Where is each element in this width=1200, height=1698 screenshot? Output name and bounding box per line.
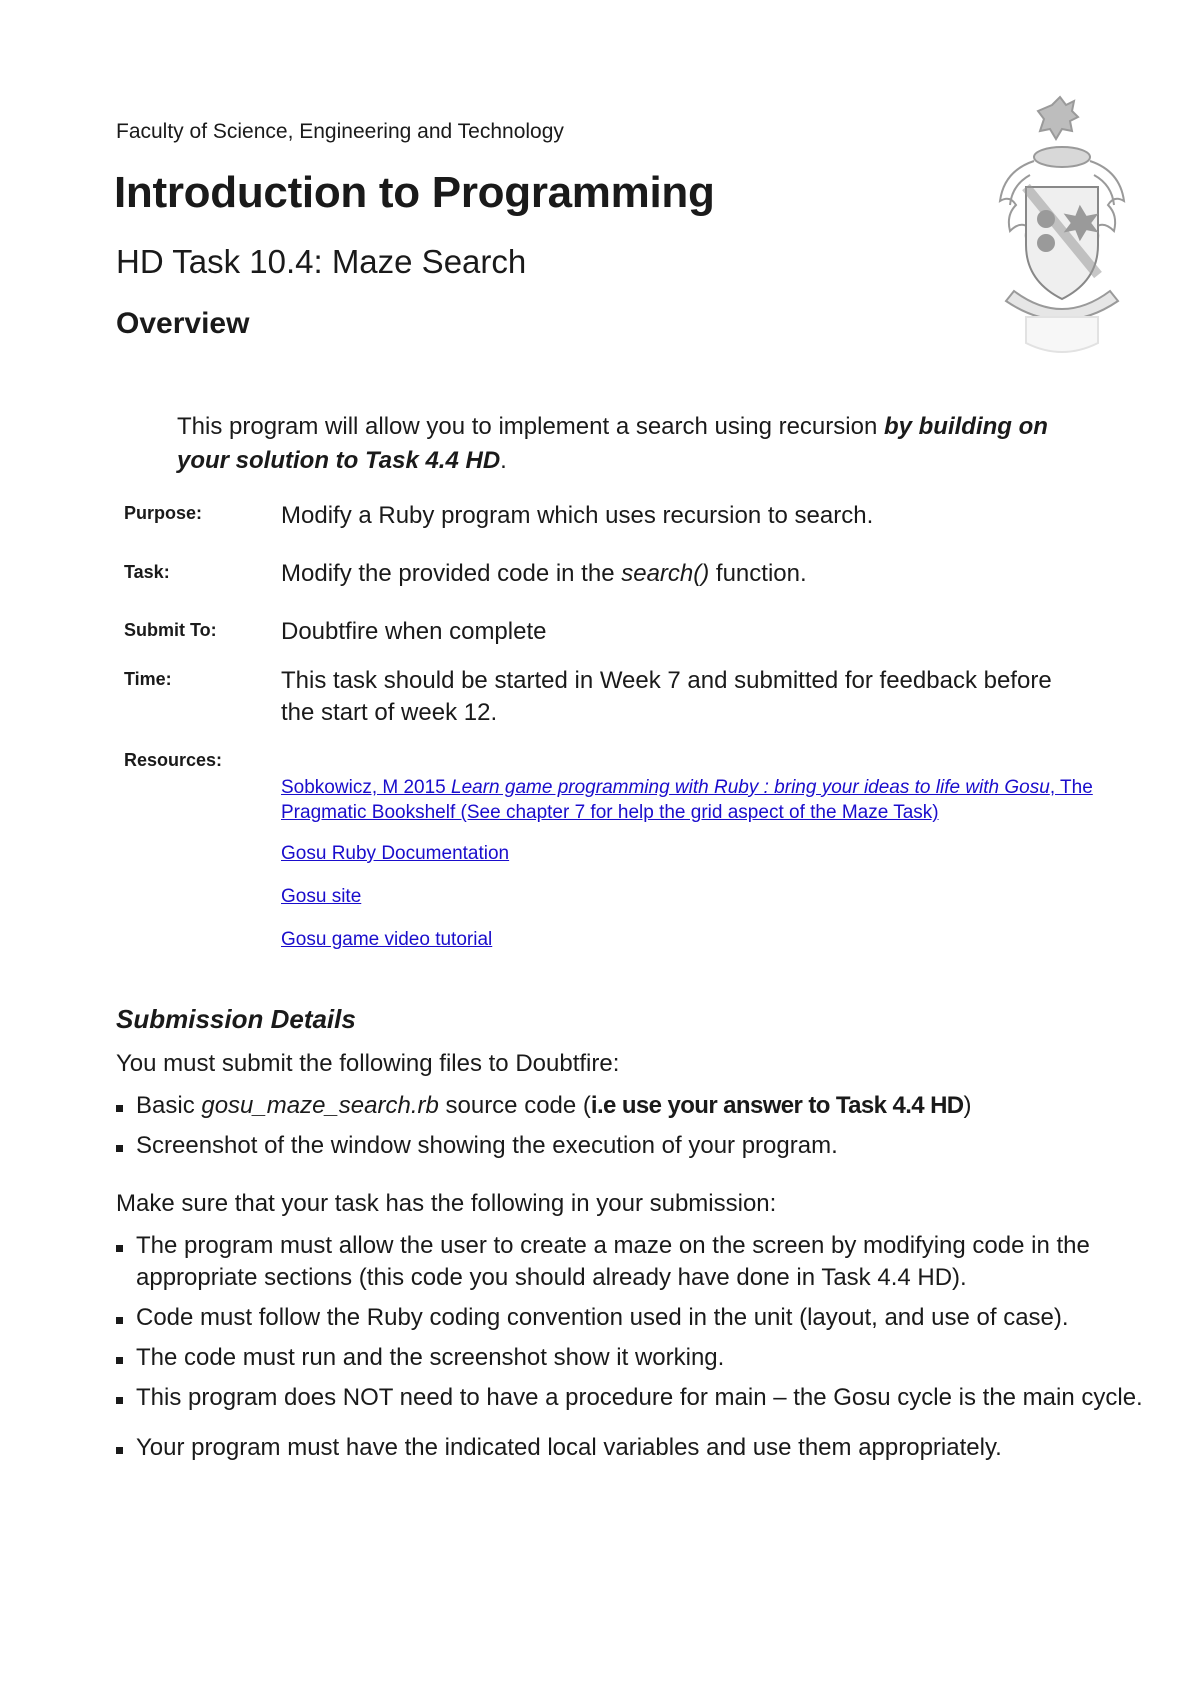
bullet-icon	[116, 1447, 123, 1454]
bullet-icon	[116, 1357, 123, 1364]
checklist	[116, 1230, 1191, 1464]
document-title: Introduction to Programming	[114, 168, 715, 217]
overview-heading: Overview	[116, 307, 250, 340]
task-value: Modify the provided code in the search() function.	[281, 560, 807, 587]
task-subtitle: HD Task 10.4: Maze Search	[116, 243, 527, 280]
submit-to-value: Doubtfire when complete	[281, 618, 547, 645]
bullet-icon	[116, 1145, 123, 1152]
bullet-icon	[116, 1397, 123, 1404]
submission-intro: You must submit the following files to Doubtfire:	[116, 1050, 620, 1077]
submission-files-list	[116, 1090, 1191, 1162]
bullet-icon	[116, 1105, 123, 1112]
purpose-value: Modify a Ruby program which uses recursion to search.	[281, 502, 874, 529]
gosu-site-link[interactable]: Gosu site	[281, 886, 362, 907]
resource-links	[281, 775, 1171, 964]
list-item: Your program must have the indicated local variables and use them appropriately.	[116, 1432, 1191, 1464]
gosu-docs-link[interactable]: Gosu Ruby Documentation	[281, 843, 510, 864]
faculty-name: Faculty of Science, Engineering and Technology	[116, 120, 564, 143]
submission-heading: Submission Details	[116, 1004, 356, 1034]
book-link[interactable]: Sobkowicz, M 2015 Learn game programming with Ruby : bring your ideas to life with Gosu, The Pragmatic Bookshelf (See chapter 7 for help the grid aspect of the Maze Task)	[281, 777, 1093, 823]
checklist-intro: Make sure that your task has the following in your submission:	[116, 1190, 777, 1217]
time-value: This task should be started in Week 7 and submitted for feedback before the start of week 12.	[281, 667, 1052, 726]
university-crest-icon	[990, 95, 1135, 365]
gosu-video-link[interactable]: Gosu game video tutorial	[281, 929, 493, 950]
resources-label: Resources:	[124, 750, 223, 770]
task-label: Task:	[124, 562, 170, 582]
list-item: Screenshot of the window showing the execution of your program.	[116, 1130, 1191, 1162]
bullet-icon	[116, 1317, 123, 1324]
list-item: The code must run and the screenshot show it working.	[116, 1342, 1191, 1374]
list-item: This program does NOT need to have a procedure for main – the Gosu cycle is the main cycle.	[116, 1382, 1191, 1414]
submit-to-label: Submit To:	[124, 620, 217, 640]
time-label: Time:	[124, 669, 172, 689]
list-item: Basic gosu_maze_search.rb source code (i.e use your answer to Task 4.4 HD)	[116, 1090, 1191, 1122]
intro-paragraph: This program will allow you to implement a search using recursion by building on your solution to Task 4.4 HD.	[177, 413, 1048, 474]
bullet-icon	[116, 1245, 123, 1252]
intro-emphasis: by building on your solution to Task 4.4 HD	[177, 413, 1048, 474]
purpose-label: Purpose:	[124, 503, 203, 523]
list-item: The program must allow the user to create a maze on the screen by modifying code in the appropriate sections (this code you should already have done in Task 4.4 HD).	[116, 1230, 1191, 1294]
list-item: Code must follow the Ruby coding convention used in the unit (layout, and use of case).	[116, 1302, 1191, 1334]
